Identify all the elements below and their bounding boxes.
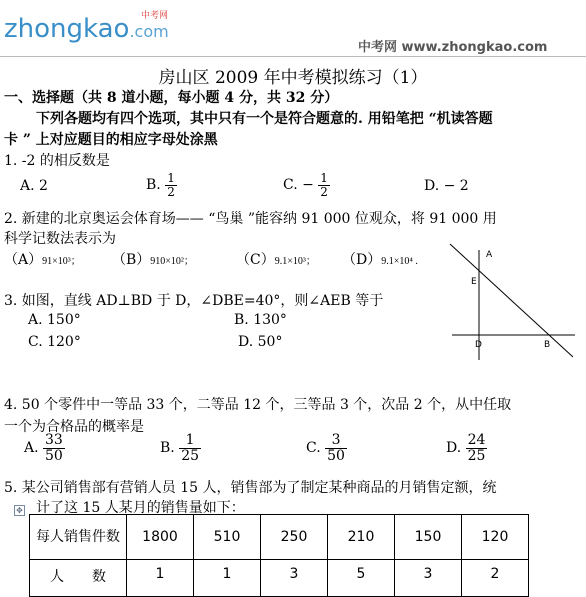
q1-c-prefix: C. − [283, 177, 314, 194]
table-cell: 2 [462, 560, 529, 597]
q4-b-denominator: 25 [181, 447, 200, 464]
q4-d-prefix: D. [446, 440, 462, 457]
q1-option-d: D. − 2 [424, 178, 469, 194]
table-cell: 1 [127, 560, 194, 597]
q3-option-c: C. 120° [28, 334, 81, 350]
site-logo[interactable]: zhongkao.com [4, 14, 169, 44]
table-cell: 120 [462, 515, 529, 560]
q1-option-b [146, 172, 177, 198]
instruction-line-1: 下列各题均有四个选项，其中只有一个是符合题意的. 用铅笔把 “机读答题 [36, 111, 493, 127]
q1-b-denominator: 2 [167, 184, 175, 199]
table-cell: 5 [328, 560, 395, 597]
site-logo-suffix: .com [129, 22, 169, 41]
table-cell: 250 [261, 515, 328, 560]
table-header-cell: 人 数 [30, 560, 127, 597]
q2-d-label: （D） [342, 252, 382, 268]
doc-title: 房山区 2009 年中考模拟练习（1） [158, 68, 428, 88]
q5-stem-line-1: 5. 某公司销售部有营销人员 15 人，销售部为了制定某种商品的月销售定额，统 [4, 480, 497, 496]
q2-option-c [236, 249, 316, 269]
point-label-e: E [471, 277, 477, 287]
q2-c-label: （C） [236, 252, 275, 268]
instruction-line-2: 卡 ” 上对应题目的相应字母处涂黑 [4, 132, 218, 148]
q4-stem-line-1: 4. 50 个零件中一等品 33 个，二等品 12 个，三等品 3 个，次品 2 个，从中任取 [4, 397, 512, 413]
q4-a-numerator: 33 [45, 432, 63, 448]
q4-c-numerator: 3 [325, 433, 347, 449]
q2-b-value: 910×10²； [150, 256, 194, 267]
line-eb [450, 244, 573, 357]
q3-option-d: D. 50° [238, 334, 283, 350]
logo-tag: 中考网 [141, 11, 169, 21]
table-move-handle-icon[interactable]: ✥ [14, 505, 25, 516]
geometry-diagram [440, 240, 580, 360]
point-label-d: D [475, 340, 482, 350]
q1-b-numerator: 1 [167, 171, 175, 185]
table-row [30, 560, 529, 597]
q4-c-prefix: C. [306, 440, 321, 457]
q4-c-denominator: 50 [327, 447, 345, 464]
q2-option-b [112, 249, 194, 269]
table-cell: 510 [194, 515, 261, 560]
table-row [30, 515, 529, 560]
q3-stem: 3. 如图，直线 AD⊥BD 于 D，∠DBE=40°，则∠AEB 等于 [4, 293, 384, 309]
table-header-cell: 每人销售件数 [30, 515, 127, 560]
q4-a-denominator: 50 [45, 447, 63, 464]
point-label-a: A [486, 250, 493, 260]
q1-b-prefix: B. [146, 177, 161, 194]
q2-a-label: （A） [4, 252, 43, 268]
section-heading: 一、选择题（共 8 道小题，每小题 4 分，共 32 分） [4, 90, 339, 106]
q4-d-denominator: 25 [467, 447, 486, 464]
q4-option-c [306, 433, 347, 463]
point-label-b: B [544, 340, 551, 350]
q2-b-label: （B） [112, 252, 151, 268]
q2-d-value: 9.1×10⁴ . [381, 256, 418, 267]
q4-b-prefix: B. [160, 440, 175, 457]
q4-stem-line-2: 一个为合格品的概率是 [4, 419, 144, 435]
q4-option-b [160, 433, 201, 463]
q4-b-numerator: 1 [179, 433, 201, 449]
q1-option-c [283, 172, 330, 198]
q2-c-value: 9.1×10³； [274, 256, 316, 267]
q5-stem-line-2: 计了这 15 人某月的销售量如下： [36, 500, 245, 516]
q2-option-a [4, 249, 81, 269]
q4-option-d [446, 433, 487, 463]
table-cell: 210 [328, 515, 395, 560]
q2-stem-line-1: 2. 新建的北京奥运会体育场—— “鸟巢 ”能容纳 91 000 位观众，将 91 000 用 [4, 211, 497, 227]
q1-c-numerator: 1 [320, 171, 328, 185]
q2-option-d [342, 249, 418, 269]
q1-option-a: A. 2 [20, 178, 48, 194]
q3-option-a: A. 150° [28, 312, 81, 328]
sales-table [29, 514, 529, 597]
q4-option-a [24, 433, 65, 463]
q2-a-value: 91×10³； [42, 256, 81, 267]
q4-a-prefix: A. [24, 440, 39, 457]
table-cell: 3 [261, 560, 328, 597]
site-url[interactable]: 中考网 www.zhongkao.com [358, 40, 548, 55]
table-cell: 1 [194, 560, 261, 597]
q3-option-b: B. 130° [234, 312, 287, 328]
q1-stem: 1. -2 的相反数是 [4, 153, 110, 169]
header-divider [0, 56, 586, 57]
q1-c-denominator: 2 [320, 184, 328, 199]
table-cell: 1800 [127, 515, 194, 560]
q4-d-numerator: 24 [467, 432, 486, 448]
table-cell: 150 [395, 515, 462, 560]
q2-stem-line-2: 科学记数法表示为 [4, 231, 116, 247]
table-cell: 3 [395, 560, 462, 597]
